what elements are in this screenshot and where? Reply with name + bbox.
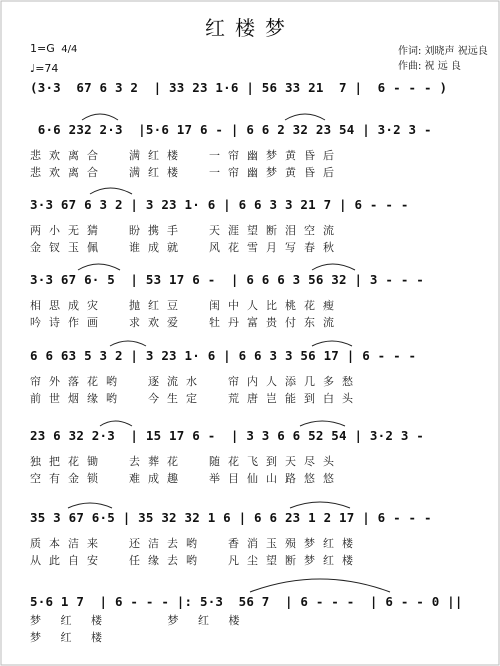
key-signature [30,42,77,55]
notation-line: 6·6 232 2·3 |5·6 17 6 - | 6 6 2 32 23 54 | 3·2 3 - [30,122,432,137]
lyric-line: 相思成灾 抛红豆 闺中人比桃花瘦 [30,299,342,312]
lyric-line: 前世烟缘哟 今生定 荒唐岂能到白头 [30,392,361,405]
lyric-line: 质本洁来 还洁去哟 香消玉殒梦红楼 [30,537,361,550]
slur-arc [82,114,118,120]
lyric-line: 两小无猜 盼携手 天涯望断泪空流 [30,224,342,237]
notation-line: 3·3 67 6· 5 | 53 17 6 - | 6 6 6 3 56 32 | 3 - - - [30,272,425,287]
song-title: 红楼梦 [205,16,295,40]
lyric-line: 梦 红 楼 梦 红 楼 [30,614,248,627]
lyric-line: 独把花锄 去葬花 随花飞到天尽头 [30,455,342,468]
slur-arc [78,264,120,270]
slur-arc [100,421,132,426]
notation-line: 6 6 63 5 3 2 | 3 23 1· 6 | 6 6 3 3 56 17 | 6 - - - [30,348,417,363]
time-signature: 4/4 [61,44,78,55]
slur-arc [300,421,345,426]
slur-arc [290,502,350,508]
notation-line: (3·3 67 6 3 2 | 33 23 1·6 | 56 33 21 7 | 6 - - - ) [30,80,448,95]
lyric-line: 空有金锁 难成趣 举目仙山路悠悠 [30,472,342,485]
slur-arc [312,264,355,270]
slur-arc [250,579,390,592]
lyric-line: 悲欢离合 满红楼 一帘幽梦黄昏后 [30,166,342,179]
lyric-line: 梦 红 楼 [30,631,110,644]
lyric-line: 从此自安 任缘去哟 凡尘望断梦红楼 [30,554,361,567]
notation-line: 35 3 67 6·5 | 35 32 32 1 6 | 6 6 23 1 2 17 | 6 - - - [30,510,432,525]
lyric-line: 吟诗作画 求欢爱 牡丹富贵付东流 [30,316,342,329]
slur-arc [110,341,146,346]
lyric-line: 帘外落花哟 逐流水 帘内人添几多愁 [30,375,361,388]
key-signature-text: 1=G [30,42,55,55]
notation-line: 23 6 32 2·3 | 15 17 6 - | 3 3 6 6 52 54 | 3·2 3 - [30,428,425,443]
lyric-line: 金钗玉佩 谁成就 风花雪月写春秋 [30,241,342,254]
composer-credit: 作曲: 祝 远 良 [398,61,461,72]
notation-line: 3·3 67 6 3 2 | 3 23 1· 6 | 6 6 3 3 21 7 | 6 - - - [30,197,409,212]
slur-arc [312,341,352,346]
tempo-marking: ♩=74 [30,62,59,75]
slur-arc [90,188,132,194]
lyric-line: 悲欢离合 满红楼 一帘幽梦黄昏后 [30,149,342,162]
slur-arc [68,503,112,508]
notation-line: 5·6 1 7 | 6 - - - |: 5·3 56 7 | 6 - - - | 6 - - 0 || [30,594,463,609]
lyricist-credit: 作词: 刘晓声 祝远良 [398,46,488,57]
slur-arc [285,114,325,120]
